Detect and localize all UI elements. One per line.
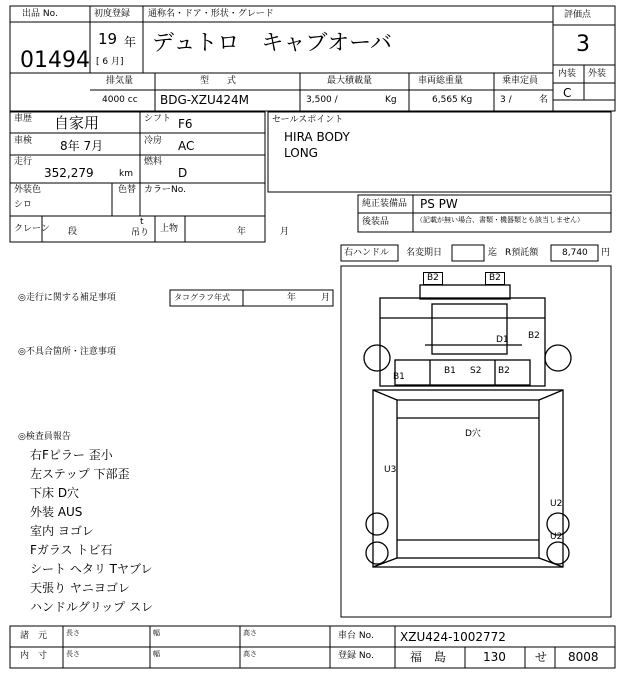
interior-grade-label: 内装 <box>558 69 577 79</box>
model-name: デュトロ キャブオーバ <box>152 31 393 56</box>
type-label: 型 式 <box>200 76 237 86</box>
crane-label: クレーン <box>14 224 50 234</box>
sales-point-line-2: LONG <box>284 146 318 160</box>
plate-label: 登録 No. <box>338 651 374 661</box>
report-item: Fガラス トビ石 <box>30 543 113 557</box>
width-label: 幅 <box>153 650 160 658</box>
tax-label: 迄 <box>488 248 498 258</box>
plate-region: 福 島 <box>410 650 447 664</box>
driving-notes-label: ◎走行に関する補足事項 <box>18 293 116 303</box>
year-unit: 年 <box>124 35 137 49</box>
upper-month: 月 <box>280 227 290 237</box>
damage-mark: B1 <box>393 372 405 382</box>
model-code: BDG-XZU424M <box>160 93 249 107</box>
shift-value: F6 <box>178 117 193 131</box>
displacement-label: 排気量 <box>106 76 134 86</box>
inspection-label: 車検 <box>14 136 33 146</box>
damage-mark: B1 <box>444 366 456 376</box>
yen-unit: 円 <box>601 248 611 258</box>
damage-mark: B2 <box>485 272 505 285</box>
plate-kana: せ <box>535 650 548 664</box>
damage-mark: B2 <box>423 272 443 285</box>
damage-mark: U2 <box>550 499 563 509</box>
rhd-label: 右ハンドル <box>344 248 390 258</box>
plate-class: 130 <box>483 650 506 664</box>
ext-color-label: 外装色 <box>14 185 42 195</box>
defects-label: ◎不具合箇所・注意事項 <box>18 347 116 357</box>
report-item: シート ヘタリ Tヤブレ <box>30 562 153 576</box>
exterior-grade-label: 外装 <box>588 69 607 79</box>
height-label: 高さ <box>243 629 257 637</box>
overall-grade: 3 <box>576 32 590 57</box>
mileage-unit: km <box>119 169 133 179</box>
seats-value: 3 / <box>500 95 512 105</box>
damage-mark: D1 <box>496 335 509 345</box>
tachograph-month: 月 <box>321 293 331 303</box>
inspector-report-label: ◎検査員報告 <box>18 432 71 442</box>
sales-point-line-1: HIRA BODY <box>284 130 350 144</box>
report-item: 右Fピラー 歪小 <box>30 448 113 462</box>
crane-ton: t <box>140 217 144 227</box>
inspection-value: 8年 7月 <box>60 139 104 153</box>
name-change-label: 名変期日 <box>406 248 443 258</box>
displacement-value: 4000 cc <box>102 95 138 105</box>
crane-stage: 段 <box>68 227 78 237</box>
history-value: 自家用 <box>54 114 100 132</box>
lot-number: 01494 <box>20 48 90 73</box>
damage-mark: U2 <box>550 532 563 542</box>
sales-points-title: セールスポイント <box>272 115 344 125</box>
ac-value: AC <box>178 139 195 153</box>
first-reg-label: 初度登録 <box>94 9 131 19</box>
reg-month: [ 6 月] <box>96 57 124 67</box>
ext-color-value: シロ <box>14 200 33 210</box>
report-item: 外装 AUS <box>30 505 83 519</box>
chassis-label: 車台 No. <box>338 631 374 641</box>
interior-grade: C <box>563 86 572 100</box>
seats-label: 乗車定員 <box>502 76 539 86</box>
standard-equipment-value: PS PW <box>420 197 458 211</box>
fuel-value: D <box>178 166 188 180</box>
lot-label: 出品 No. <box>22 9 58 19</box>
capacity-value: 3,500 / <box>306 95 338 105</box>
history-label: 車歴 <box>14 114 33 124</box>
aftermarket-label: 後装品 <box>362 217 390 227</box>
tachograph-label: タコグラフ年式 <box>174 293 230 302</box>
report-item: 天張り ヤニヨゴレ <box>30 581 130 595</box>
recycle-deposit-value: 8,740 <box>562 248 588 258</box>
ac-label: 冷房 <box>144 136 163 146</box>
mileage-value: 352,279 <box>44 166 94 180</box>
report-item: 下床 D穴 <box>30 486 80 500</box>
color-change-label: 色替 <box>118 185 137 195</box>
report-item: 左ステップ 下部歪 <box>30 467 130 481</box>
color-code-label: カラーNo. <box>144 185 186 195</box>
damage-mark: D穴 <box>465 429 481 439</box>
damage-mark: U3 <box>384 465 397 475</box>
seats-unit: 名 <box>539 95 549 105</box>
report-item: 室内 ヨゴレ <box>30 524 94 538</box>
crane-lift: 吊り <box>131 228 150 238</box>
aftermarket-note: （記載が無い場合、書類・機器類とも該当しません） <box>416 216 584 224</box>
damage-mark: B2 <box>498 366 510 376</box>
damage-mark: S2 <box>470 366 482 376</box>
grade-label: 評価点 <box>564 10 592 20</box>
shift-label: シフト <box>144 114 172 124</box>
mileage-label: 走行 <box>14 157 33 167</box>
inspector-report-list <box>30 446 153 617</box>
tachograph-year: 年 <box>287 293 297 303</box>
capacity-unit: Kg <box>385 95 397 105</box>
chassis-number: XZU424-1002772 <box>400 630 506 644</box>
capacity-label: 最大積載量 <box>327 76 373 86</box>
truck-diagram <box>364 285 571 567</box>
model-label: 通称名・ドア・形状・グレード <box>148 9 274 19</box>
plate-number: 8008 <box>568 650 599 664</box>
width-label: 幅 <box>153 629 160 637</box>
gross-weight-label: 車両総重量 <box>418 76 464 86</box>
gross-weight-value: 6,565 Kg <box>432 95 473 105</box>
era-year: 19 <box>98 30 118 48</box>
height-label: 高さ <box>243 650 257 658</box>
fuel-label: 燃料 <box>144 157 163 167</box>
dims-label: 諸 元 <box>20 631 48 641</box>
upper-year: 年 <box>237 227 247 237</box>
length-label: 長さ <box>66 650 80 658</box>
length-label: 長さ <box>66 629 80 637</box>
recycle-deposit-label: R預託額 <box>505 248 539 258</box>
upper-label: 上物 <box>160 224 179 234</box>
damage-mark: B2 <box>528 331 540 341</box>
report-item: ハンドルグリップ スレ <box>30 600 154 614</box>
interior-dims-label: 内 寸 <box>20 651 48 661</box>
standard-equipment-label: 純正装備品 <box>362 199 408 209</box>
